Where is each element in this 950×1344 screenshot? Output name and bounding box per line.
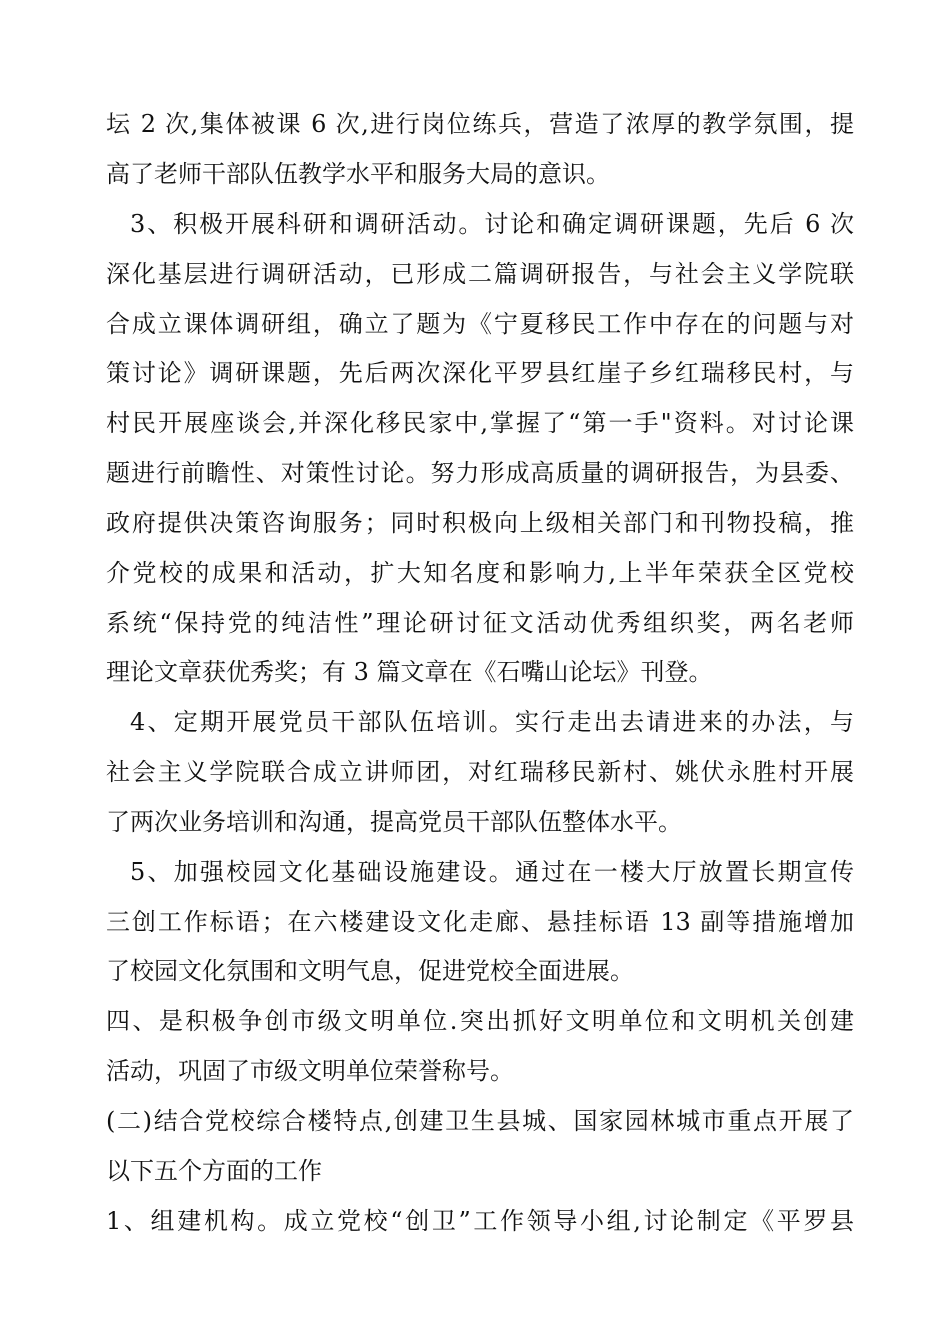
text-line: 5、加强校园文化基础设施建设。通过在一楼大厅放置长期宣传 [130, 858, 854, 886]
text-line: 了两次业务培训和沟通，提高党员干部队伍整体水平。 [106, 808, 682, 836]
text-line: 坛 2 次,集体被课 6 次,进行岗位练兵，营造了浓厚的教学氛围，提 [106, 110, 854, 138]
text-line: 三创工作标语；在六楼建设文化走廊、悬挂标语 13 副等措施增加 [106, 908, 854, 936]
text-line: 3、积极开展科研和调研活动。讨论和确定调研课题，先后 6 次 [130, 210, 854, 238]
text-line: 以下五个方面的工作 [106, 1157, 322, 1185]
text-line: 政府提供决策咨询服务；同时积极向上级相关部门和刊物投稿，推 [106, 509, 854, 537]
text-line: 策讨论》调研课题，先后两次深化平罗县红崖子乡红瑞移民村，与 [106, 359, 854, 387]
text-line: (二)结合党校综合楼特点,创建卫生县城、国家园林城市重点开展了 [106, 1107, 854, 1135]
text-line: 活动，巩固了市级文明单位荣誉称号。 [106, 1057, 514, 1085]
text-line: 四、是积极争创市级文明单位.突出抓好文明单位和文明机关创建 [106, 1007, 854, 1035]
text-line: 深化基层进行调研活动，已形成二篇调研报告，与社会主义学院联 [106, 260, 854, 288]
text-line: 1、组建机构。成立党校“创卫”工作领导小组,讨论制定《平罗县 [106, 1207, 854, 1235]
text-line: 理论文章获优秀奖；有 3 篇文章在《石嘴山论坛》刊登。 [106, 658, 713, 686]
text-line: 题进行前瞻性、对策性讨论。努力形成高质量的调研报告，为县委、 [106, 459, 854, 487]
text-line: 村民开展座谈会,并深化移民家中,掌握了“第一手"资料。对讨论课 [106, 409, 854, 437]
text-line: 4、定期开展党员干部队伍培训。实行走出去请进来的办法，与 [130, 708, 854, 736]
text-line: 社会主义学院联合成立讲师团，对红瑞移民新村、姚伏永胜村开展 [106, 758, 854, 786]
text-line: 介党校的成果和活动，扩大知名度和影响力,上半年荣获全区党校 [106, 559, 854, 587]
text-line: 合成立课体调研组，确立了题为《宁夏移民工作中存在的问题与对 [106, 310, 854, 338]
text-line: 高了老师干部队伍教学水平和服务大局的意识。 [106, 160, 610, 188]
text-line: 了校园文化氛围和文明气息，促进党校全面进展。 [106, 957, 634, 985]
text-line: 系统“保持党的纯洁性”理论研讨征文活动优秀组织奖，两名老师 [106, 609, 854, 637]
